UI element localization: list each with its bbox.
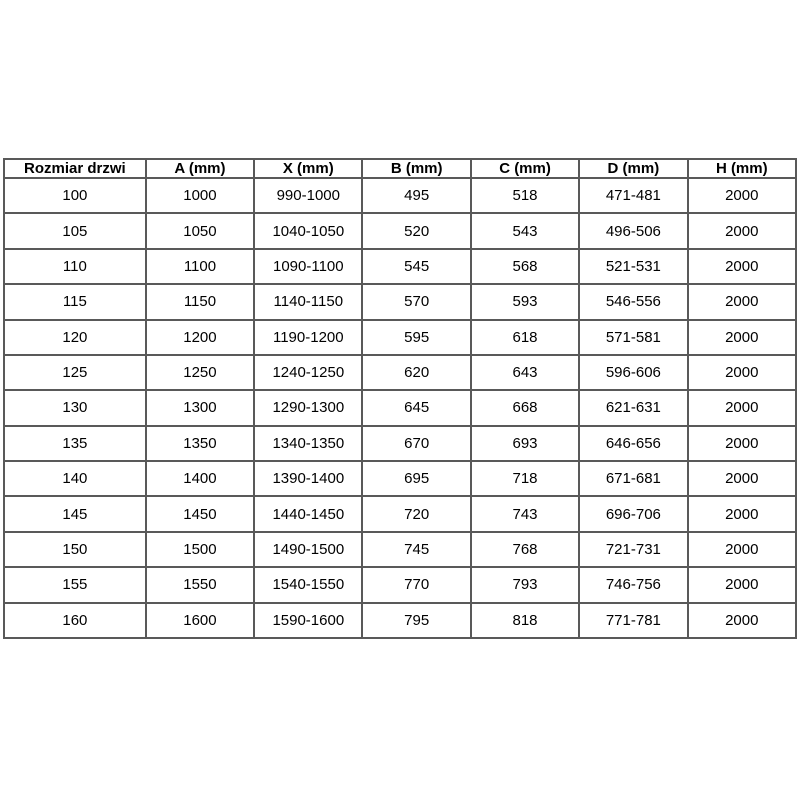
table-cell: 145 xyxy=(4,496,146,531)
table-cell: 793 xyxy=(471,567,579,602)
table-cell: 160 xyxy=(4,603,146,639)
table-cell: 2000 xyxy=(688,355,796,390)
table-row xyxy=(4,320,796,355)
table-cell: 1540-1550 xyxy=(254,567,362,602)
table-cell: 1000 xyxy=(146,178,254,213)
table-row xyxy=(4,355,796,390)
table-cell: 1250 xyxy=(146,355,254,390)
table-cell: 135 xyxy=(4,426,146,461)
table-cell: 1350 xyxy=(146,426,254,461)
table-cell: 2000 xyxy=(688,603,796,639)
table-cell: 718 xyxy=(471,461,579,496)
table-cell: 1590-1600 xyxy=(254,603,362,639)
table-cell: 1090-1100 xyxy=(254,249,362,284)
table-row xyxy=(4,249,796,284)
table-cell: 1300 xyxy=(146,390,254,425)
table-cell: 818 xyxy=(471,603,579,639)
table-cell: 520 xyxy=(362,213,470,248)
table-cell: 571-581 xyxy=(579,320,687,355)
table-cell: 693 xyxy=(471,426,579,461)
table-cell: 1140-1150 xyxy=(254,284,362,319)
table-cell: 2000 xyxy=(688,426,796,461)
table-cell: 110 xyxy=(4,249,146,284)
table-row xyxy=(4,284,796,319)
table-cell: 1290-1300 xyxy=(254,390,362,425)
table-cell: 1040-1050 xyxy=(254,213,362,248)
table-cell: 795 xyxy=(362,603,470,639)
table-row xyxy=(4,567,796,602)
table-row xyxy=(4,603,796,639)
table-header-row xyxy=(4,159,796,178)
table-row xyxy=(4,496,796,531)
table-cell: 1490-1500 xyxy=(254,532,362,567)
table-cell: 2000 xyxy=(688,532,796,567)
table-cell: 1340-1350 xyxy=(254,426,362,461)
table-cell: 595 xyxy=(362,320,470,355)
table-cell: 670 xyxy=(362,426,470,461)
table-cell: 720 xyxy=(362,496,470,531)
table-cell: 2000 xyxy=(688,320,796,355)
table-cell: 2000 xyxy=(688,390,796,425)
table-cell: 721-731 xyxy=(579,532,687,567)
table-cell: 2000 xyxy=(688,461,796,496)
table-cell: 120 xyxy=(4,320,146,355)
table-cell: 2000 xyxy=(688,249,796,284)
table-cell: 543 xyxy=(471,213,579,248)
table-cell: 645 xyxy=(362,390,470,425)
column-header: H (mm) xyxy=(688,159,796,178)
table-row xyxy=(4,213,796,248)
table-cell: 768 xyxy=(471,532,579,567)
table-cell: 125 xyxy=(4,355,146,390)
table-cell: 990-1000 xyxy=(254,178,362,213)
table-cell: 546-556 xyxy=(579,284,687,319)
table-cell: 1190-1200 xyxy=(254,320,362,355)
table-cell: 621-631 xyxy=(579,390,687,425)
table-cell: 570 xyxy=(362,284,470,319)
table-cell: 155 xyxy=(4,567,146,602)
table-cell: 518 xyxy=(471,178,579,213)
table-cell: 2000 xyxy=(688,178,796,213)
table-cell: 646-656 xyxy=(579,426,687,461)
table-cell: 1240-1250 xyxy=(254,355,362,390)
table-cell: 618 xyxy=(471,320,579,355)
table-cell: 1500 xyxy=(146,532,254,567)
table-body xyxy=(4,178,796,638)
table-cell: 1050 xyxy=(146,213,254,248)
table-cell: 1150 xyxy=(146,284,254,319)
table-cell: 593 xyxy=(471,284,579,319)
table-cell: 643 xyxy=(471,355,579,390)
table-cell: 743 xyxy=(471,496,579,531)
table-cell: 1550 xyxy=(146,567,254,602)
table-cell: 2000 xyxy=(688,284,796,319)
table-cell: 671-681 xyxy=(579,461,687,496)
table-cell: 620 xyxy=(362,355,470,390)
table-cell: 521-531 xyxy=(579,249,687,284)
table-cell: 471-481 xyxy=(579,178,687,213)
table-cell: 545 xyxy=(362,249,470,284)
table-cell: 100 xyxy=(4,178,146,213)
table-row xyxy=(4,426,796,461)
table-cell: 1440-1450 xyxy=(254,496,362,531)
table-cell: 695 xyxy=(362,461,470,496)
table-cell: 696-706 xyxy=(579,496,687,531)
table-cell: 140 xyxy=(4,461,146,496)
table-cell: 568 xyxy=(471,249,579,284)
table-cell: 771-781 xyxy=(579,603,687,639)
column-header: B (mm) xyxy=(362,159,470,178)
door-size-table xyxy=(3,158,797,639)
table-cell: 1450 xyxy=(146,496,254,531)
column-header: D (mm) xyxy=(579,159,687,178)
table-cell: 130 xyxy=(4,390,146,425)
table-cell: 2000 xyxy=(688,213,796,248)
table-cell: 1600 xyxy=(146,603,254,639)
table-row xyxy=(4,390,796,425)
table-cell: 745 xyxy=(362,532,470,567)
table-cell: 1200 xyxy=(146,320,254,355)
column-header: C (mm) xyxy=(471,159,579,178)
table-cell: 2000 xyxy=(688,567,796,602)
table-cell: 1100 xyxy=(146,249,254,284)
table-cell: 1390-1400 xyxy=(254,461,362,496)
table-cell: 770 xyxy=(362,567,470,602)
table-cell: 2000 xyxy=(688,496,796,531)
table-cell: 596-606 xyxy=(579,355,687,390)
table-cell: 495 xyxy=(362,178,470,213)
table-row xyxy=(4,532,796,567)
table-cell: 746-756 xyxy=(579,567,687,602)
table-cell: 150 xyxy=(4,532,146,567)
table-cell: 105 xyxy=(4,213,146,248)
table-row xyxy=(4,178,796,213)
table-cell: 115 xyxy=(4,284,146,319)
table-cell: 496-506 xyxy=(579,213,687,248)
column-header: A (mm) xyxy=(146,159,254,178)
table-cell: 1400 xyxy=(146,461,254,496)
table-cell: 668 xyxy=(471,390,579,425)
column-header: Rozmiar drzwi xyxy=(4,159,146,178)
table-row xyxy=(4,461,796,496)
column-header: X (mm) xyxy=(254,159,362,178)
